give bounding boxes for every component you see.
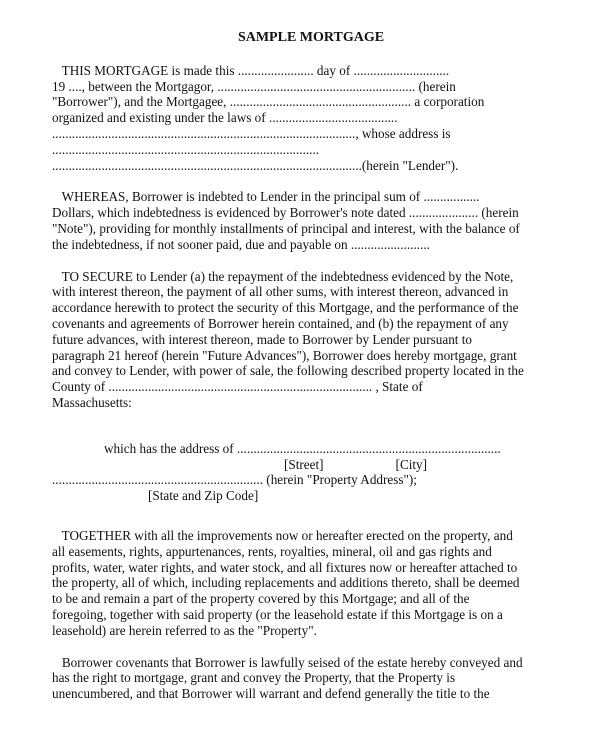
text-line: with interest thereon, the payment of all other sums, with interest thereon, advanced in xyxy=(52,284,509,300)
address-line: ................................................................ (herein "Property Address"); xyxy=(52,472,417,488)
text-line: TO SECURE to Lender (a) the repayment of the indebtedness evidenced by the Note, xyxy=(52,268,514,284)
text-line: Dollars, which indebtedness is evidenced by Borrower's note dated ..................... (herein xyxy=(52,205,519,221)
state-zip-label: [State and Zip Code] xyxy=(148,488,259,504)
document-title: SAMPLE MORTGAGE xyxy=(237,30,385,45)
address-line: which has the address of ................................................................................ xyxy=(104,440,501,456)
property-address-block xyxy=(52,441,560,504)
text-line: Borrower covenants that Borrower is lawfully seised of the estate hereby conveyed and xyxy=(52,654,523,670)
text-line: to be and remain a part of the property covered by this Mortgage; and all of the xyxy=(52,591,470,607)
text-line: paragraph 21 hereof (herein "Future Advances"), Borrower does hereby mortgage, grant xyxy=(52,347,517,363)
text-line: "Borrower"), and the Mortgagee, ....................................................... a corporation xyxy=(52,94,485,110)
text-line: TOGETHER with all the improvements now or hereafter erected on the property, and xyxy=(52,527,513,543)
text-line: ............................................................................................, whose address is xyxy=(52,125,451,141)
address-labels-row xyxy=(52,457,560,473)
text-line: the property, all of which, including replacements and additions thereto, shall be deemed xyxy=(52,575,520,591)
paragraph-parties xyxy=(52,63,560,174)
text-line: the indebtedness, if not sooner paid, due and payable on ........................ xyxy=(52,236,430,252)
city-label: [City] xyxy=(395,456,428,472)
text-line: has the right to mortgage, grant and convey the Property, that the Property is xyxy=(52,670,456,686)
text-line: covenants and agreements of Borrower herein contained, and (b) the repayment of any xyxy=(52,315,509,331)
paragraph-covenants xyxy=(52,655,560,702)
paragraph-whereas xyxy=(52,189,560,252)
paragraph-to-secure xyxy=(52,269,560,411)
text-line: future advances, with interest thereon, made to Borrower by Lender pursuant to xyxy=(52,331,473,347)
text-line: profits, water, water rights, and water stock, and all fixtures now or hereafter attached to xyxy=(52,559,518,575)
text-line: WHEREAS, Borrower is indebted to Lender in the principal sum of ................. xyxy=(52,189,480,205)
text-line: organized and existing under the laws of ....................................... xyxy=(52,110,398,126)
text-line: Massachusetts: xyxy=(52,394,132,410)
text-line: all easements, rights, appurtenances, rents, royalties, mineral, oil and gas rights and xyxy=(52,543,492,559)
text-line: unencumbered, and that Borrower will warrant and defend generally the title to the xyxy=(52,686,490,702)
text-line: 19 ...., between the Mortgagor, ............................................................ (herein xyxy=(52,78,456,94)
text-line: foregoing, together with said property (or the leasehold estate if this Mortgage is on a xyxy=(52,606,503,622)
text-line: County of ................................................................................ , State of xyxy=(52,379,423,395)
street-label: [Street] xyxy=(284,456,324,472)
text-line: and convey to Lender, with power of sale, the following described property located in the xyxy=(52,363,524,379)
text-line: THIS MORTGAGE is made this ....................... day of ............................. xyxy=(52,62,450,78)
text-line: leasehold) are herein referred to as the "Property". xyxy=(52,622,317,638)
text-line: accordance herewith to protect the security of this Mortgage, and the performance of the xyxy=(52,300,519,316)
paragraph-together xyxy=(52,528,560,639)
text-line: ................................................................................. xyxy=(52,141,320,157)
text-line: ..............................................................................................(herein "Lender"). xyxy=(52,157,459,173)
text-line: "Note"), providing for monthly installments of principal and interest, with the balance of xyxy=(52,220,520,236)
